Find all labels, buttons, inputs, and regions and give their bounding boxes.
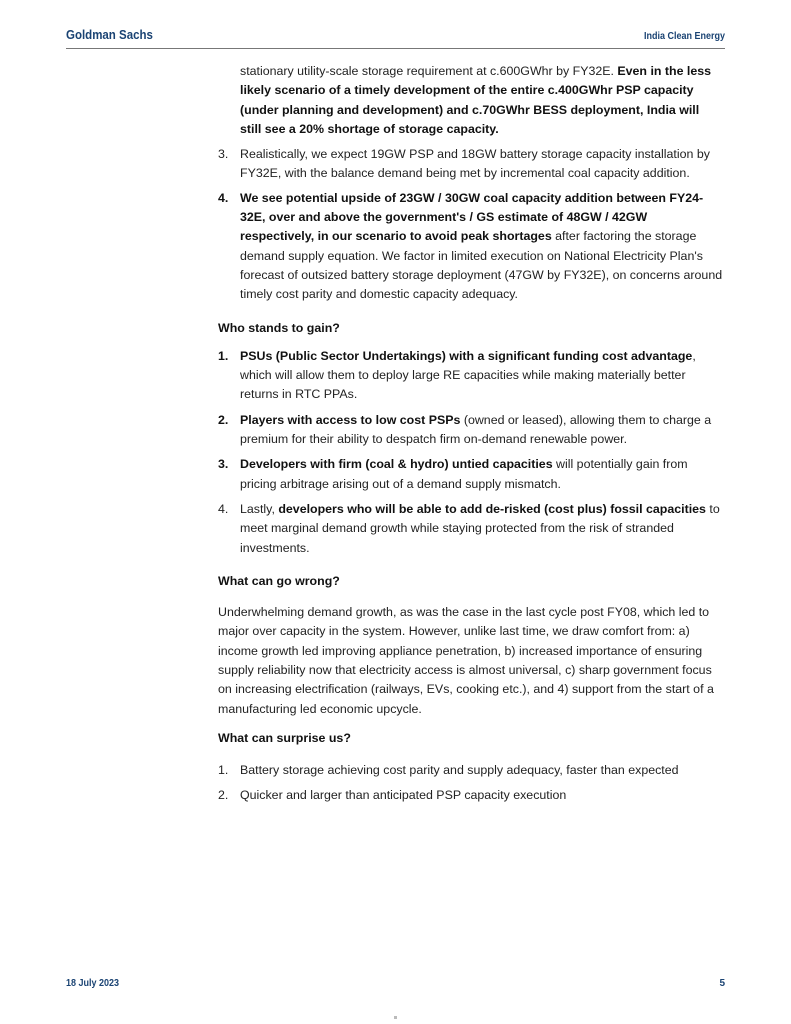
document-body xyxy=(218,62,723,805)
list-item xyxy=(218,761,723,780)
text: to meet marginal demand growth while staying protected from the risk of stranded investments. xyxy=(240,501,720,555)
list-number: 2. xyxy=(218,787,229,802)
list-item xyxy=(218,500,723,558)
list-item xyxy=(218,145,723,184)
list-item xyxy=(218,455,723,494)
text: (owned or leased), allowing them to charge a premium for their ability to despatch firm on-demand renewable power. xyxy=(240,412,712,447)
text: will potentially gain from pricing arbitrage arising out of a demand supply mismatch. xyxy=(240,457,688,491)
list-number: 4. xyxy=(218,190,229,205)
list-item-continuation xyxy=(218,62,723,139)
heading-gain: Who stands to gain? xyxy=(218,320,340,335)
text: Realistically, we expect 19GW PSP and 18GW battery storage capacity installation by FY32E, with the balance demand being met by incremental coal capacity addition. xyxy=(240,147,710,181)
list-number: 1. xyxy=(218,348,229,363)
bold-text: Even in the less likely scenario of a timely development of the entire c.400GWhr PSP capacity (under planning and development) and c.70GWhr BESS deployment, India will still see a 20% shortage of storage capacity. xyxy=(240,64,712,136)
list-item xyxy=(218,189,723,305)
section-title: India Clean Energy xyxy=(643,31,725,42)
list-number: 4. xyxy=(218,501,229,516)
text: Battery storage achieving cost parity and supply adequacy, faster than expected xyxy=(240,763,679,778)
heading-surprise: What can surprise us? xyxy=(218,730,351,745)
page-number: 5 xyxy=(719,978,725,989)
footer-date: 18 July 2023 xyxy=(66,978,120,989)
text: Lastly, xyxy=(240,501,279,516)
text: Quicker and larger than anticipated PSP capacity execution xyxy=(240,787,567,802)
bold-text: PSUs (Public Sector Undertakings) with a significant funding cost advantage xyxy=(240,348,693,363)
bold-text: Developers with firm (coal & hydro) untied capacities xyxy=(240,457,553,472)
page-marker xyxy=(394,1016,397,1019)
list-item xyxy=(218,786,723,805)
paragraph: Underwhelming demand growth, as was the case in the last cycle post FY08, which led to major over capacity in the system. However, unlike last time, we draw comfort from: a) income growth led improving appliance penetration, b) increased importance of ensuring supply reliability now that electricity access is almost universal, c) sharp government focus on increasing electrification (railways, EVs, cooking etc.), and 4) support from the start of a manufacturing led economic upcycle. xyxy=(218,605,714,716)
list-number: 3. xyxy=(218,147,229,162)
bold-text: We see potential upside of 23GW / 30GW coal capacity addition between FY24-32E, over and above the government's / GS estimate of 48GW / 42GW respectively, in our scenario to avoid peak shortages xyxy=(240,190,704,244)
bold-text: developers who will be able to add de-risked (cost plus) fossil capacities xyxy=(278,501,706,516)
header-divider xyxy=(66,48,725,49)
text: , which will allow them to deploy large RE capacities while making materially better returns in RTC PPAs. xyxy=(240,348,696,402)
text: after factoring the storage demand supply equation. We factor in limited execution on National Electricity Plan's forecast of outsized battery storage deployment (47GW by FY32E), on concerns around timely cost parity and domestic capacity adequacy. xyxy=(240,229,723,302)
bold-text: Players with access to low cost PSPs xyxy=(240,412,461,427)
list-number: 1. xyxy=(218,763,229,778)
heading-wrong: What can go wrong? xyxy=(218,573,340,588)
list-number: 3. xyxy=(218,457,229,472)
list-item xyxy=(218,411,723,450)
text: stationary utility-scale storage requirement at c.600GWhr by FY32E. xyxy=(240,64,618,78)
list-number: 2. xyxy=(218,412,229,427)
brand-name: Goldman Sachs xyxy=(66,28,153,42)
list-item xyxy=(218,347,723,405)
